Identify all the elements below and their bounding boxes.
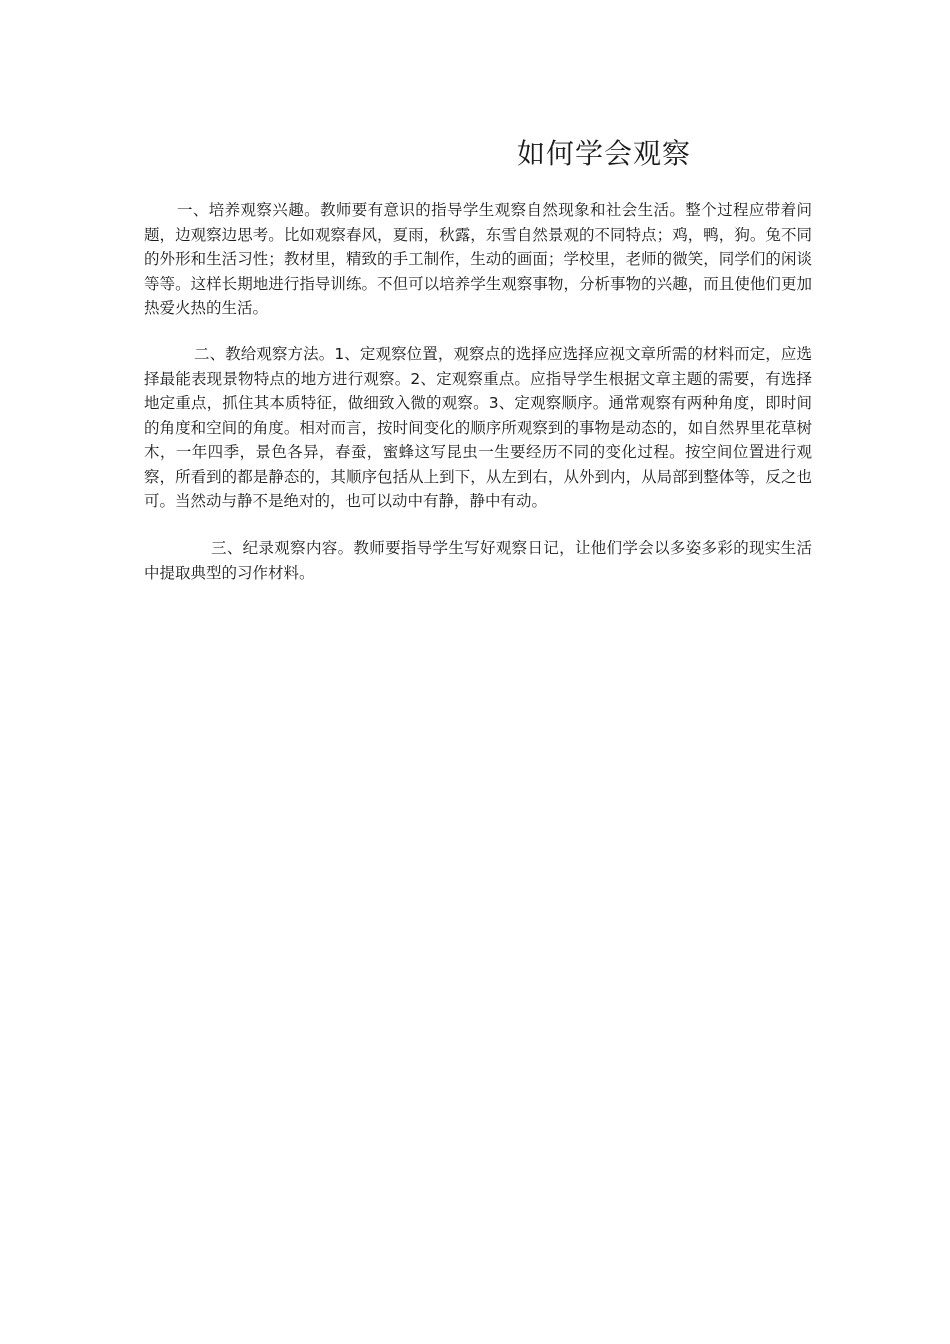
paragraph-observation-interest: 一、培养观察兴趣。教师要有意识的指导学生观察自然现象和社会生活。整个过程应带着问题，边观察边思考。比如观察春风，夏雨，秋露，东雪自然景观的不同特点；鸡，鸭，狗。兔不同的外形和生活习性；教材里，精致的手工制作，生动的画面；学校里，老师的微笑，同学们的闲谈等等。这样长期地进行指导训练。不但可以培养学生观察事物，分析事物的兴趣，而且使他们更加热爱火热的生活。 xyxy=(144,201,812,317)
document-title: 如何学会观察 xyxy=(517,137,692,170)
paragraph-observation-methods: 二、教给观察方法。1、定观察位置，观察点的选择应选择应视文章所需的材料而定，应选择最能表现景物特点的地方进行观察。2、定观察重点。应指导学生根据文章主题的需要，有选择地定重点，抓住其本质特征，做细致入微的观察。3、定观察顺序。通常观察有两种角度，即时间的角度和空间的角度。相对而言，按时间变化的顺序所观察到的事物是动态的，如自然界里花草树木，一年四季，景色各异，春蚕，蜜蜂这写昆虫一生要经历不同的变化过程。按空间位置进行观察，所看到的都是静态的，其顺序包括从上到下，从左到右，从外到内，从局部到整体等，反之也可。当然动与静不是绝对的，也可以动中有静，静中有动。 xyxy=(144,345,812,510)
paragraph-record-observations: 三、纪录观察内容。教师要指导学生写好观察日记，让他们学会以多姿多彩的现实生活中提取典型的习作材料。 xyxy=(144,539,812,582)
